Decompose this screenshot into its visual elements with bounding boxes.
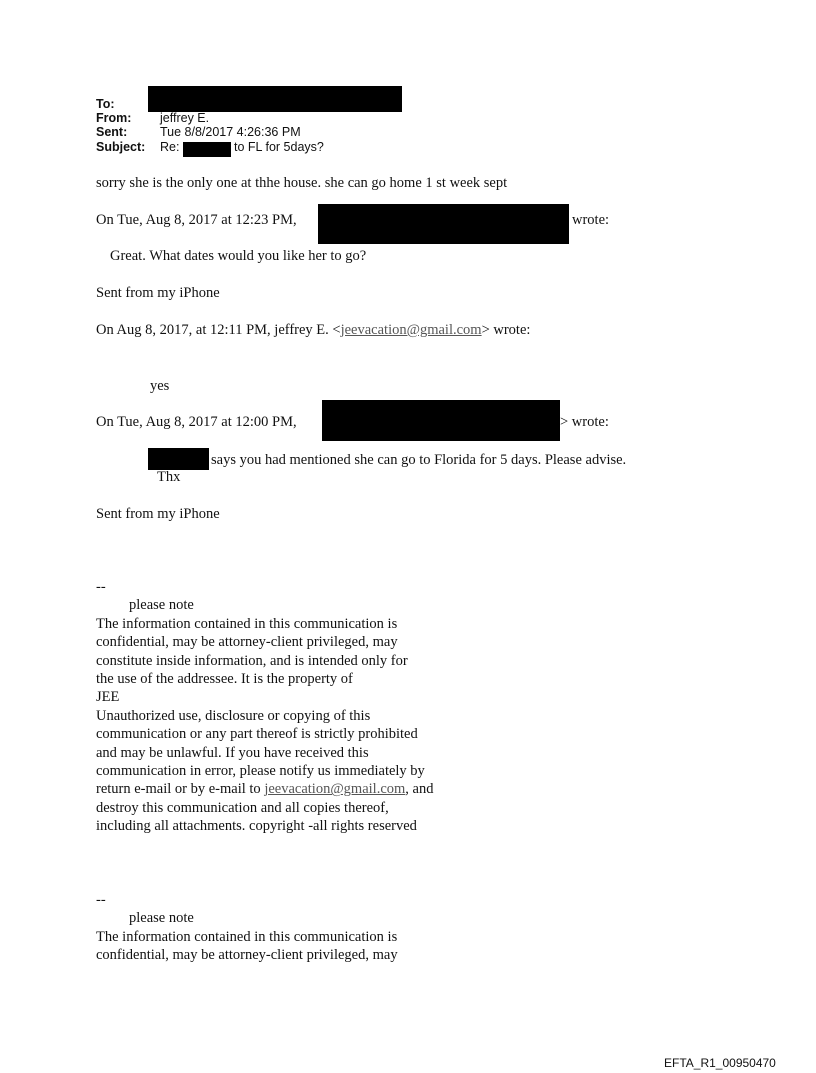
to-label: To: bbox=[96, 97, 115, 111]
quote3-body: says you had mentioned she can go to Florida for 5 days. Please advise. bbox=[211, 452, 627, 468]
quote3-thx: Thx bbox=[157, 469, 181, 485]
signature-1: Sent from my iPhone bbox=[96, 285, 220, 301]
quote1-body: Great. What dates would you like her to go? bbox=[110, 248, 367, 264]
redaction-subject bbox=[183, 142, 231, 157]
from-value: jeffrey E. bbox=[160, 111, 210, 125]
redaction-quote3-sender bbox=[322, 400, 560, 441]
quote3-wrote: > wrote: bbox=[560, 414, 609, 430]
disclaimer-line: constitute inside information, and is intended only for bbox=[96, 652, 408, 669]
disclaimer-line: and may be unlawful. If you have received this bbox=[96, 744, 369, 761]
disclaimer-2 bbox=[96, 891, 398, 965]
disclaimer-line: including all attachments. copyright -all rights reserved bbox=[96, 818, 417, 835]
subject-suffix: to FL for 5days? bbox=[234, 140, 324, 154]
disclaimer-note: please note bbox=[129, 597, 194, 614]
quote3-attribution: On Tue, Aug 8, 2017 at 12:00 PM, bbox=[96, 414, 297, 430]
disclaimer-separator: -- bbox=[96, 892, 106, 908]
redaction-quote1-sender bbox=[318, 204, 569, 244]
signature-2: Sent from my iPhone bbox=[96, 506, 220, 522]
disclaimer-line: communication or any part thereof is strictly prohibited bbox=[96, 726, 418, 743]
quote2-email-link[interactable]: jeevacation@gmail.com bbox=[340, 322, 482, 338]
disclaimer-line: JEE bbox=[96, 689, 120, 706]
subject-label: Subject: bbox=[96, 140, 146, 154]
subject-prefix: Re: bbox=[160, 140, 180, 154]
disclaimer-email-line: return e-mail or by e-mail to jeevacation@gmail.com, and bbox=[96, 781, 434, 798]
disclaimer-line: communication in error, please notify us immediately by bbox=[96, 763, 425, 780]
disclaimer-line: the use of the addressee. It is the property of bbox=[96, 671, 353, 688]
disclaimer-1 bbox=[96, 578, 433, 836]
disclaimer-line: confidential, may be attorney-client privileged, may bbox=[96, 947, 398, 964]
quote2-body: yes bbox=[150, 378, 170, 394]
disclaimer-note: please note bbox=[129, 910, 194, 927]
quote1-wrote: wrote: bbox=[572, 212, 610, 228]
document-id: EFTA_R1_00950470 bbox=[664, 1056, 776, 1070]
sent-value: Tue 8/8/2017 4:26:36 PM bbox=[160, 125, 301, 139]
disclaimer-separator: -- bbox=[96, 579, 106, 595]
sent-label: Sent: bbox=[96, 125, 128, 139]
disclaimer-line: The information contained in this communication is bbox=[96, 615, 398, 632]
disclaimer-line: destroy this communication and all copies thereof, bbox=[96, 799, 389, 816]
quote1-attribution: On Tue, Aug 8, 2017 at 12:23 PM, bbox=[96, 212, 297, 228]
from-label: From: bbox=[96, 111, 132, 125]
disclaimer-line: confidential, may be attorney-client privileged, may bbox=[96, 634, 398, 651]
disclaimer-line: The information contained in this communication is bbox=[96, 928, 398, 945]
reply-text: sorry she is the only one at thhe house. she can go home 1 st week sept bbox=[96, 175, 508, 191]
redaction-quote3-name bbox=[148, 448, 209, 470]
redaction-to bbox=[148, 86, 402, 112]
disclaimer-line: Unauthorized use, disclosure or copying of this bbox=[96, 707, 371, 724]
quote2-attribution: On Aug 8, 2017, at 12:11 PM, jeffrey E. <jeevacation@gmail.com> wrote: bbox=[96, 322, 531, 338]
disclaimer-email-link[interactable]: jeevacation@gmail.com bbox=[264, 781, 406, 798]
